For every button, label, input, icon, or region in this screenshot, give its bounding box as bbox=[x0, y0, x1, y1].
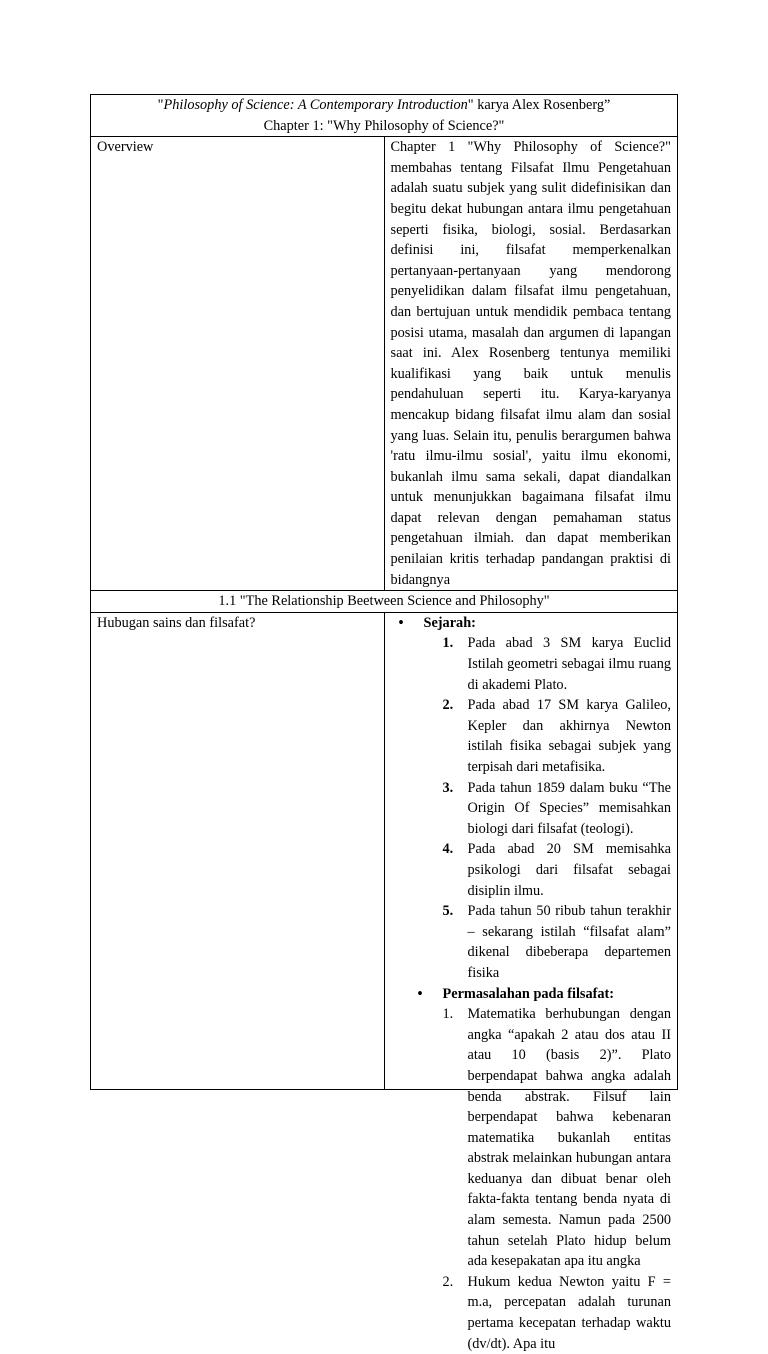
overview-row bbox=[91, 137, 678, 591]
summary-table bbox=[90, 94, 678, 1352]
title-row bbox=[91, 95, 678, 137]
author-text: " karya Alex Rosenberg” bbox=[467, 97, 611, 113]
list-item: 2. Hukum kedua Newton yaitu F = m.a, percepatan adalah turunan pertama kecepatan terhadap waktu (dv/dt). Apa itu bbox=[442, 1273, 671, 1352]
list-item: 3. Pada tahun 1859 dalam buku “The Origin Of Species” memisahkan biologi dari filsafat (teologi). bbox=[442, 779, 671, 837]
chapter-title: Chapter 1: "Why Philosophy of Science?" bbox=[263, 117, 505, 134]
list-item: 1. Pada abad 3 SM karya Euclid Istilah geometri sebagai ilmu ruang di akademi Plato. bbox=[442, 635, 671, 693]
title-cell bbox=[91, 95, 678, 137]
sejarah-heading: • Sejarah: bbox=[391, 613, 672, 634]
list-item: 5. Pada tahun 50 ribub tahun terakhir – sekarang istilah “filsafat alam” dikenal dibeberapa departemen fisika bbox=[442, 903, 671, 981]
permasalahan-list bbox=[391, 1004, 672, 1354]
document-title: "Philosophy of Science: A Contemporary Introduction" karya Alex Rosenberg” bbox=[157, 97, 611, 113]
permasalahan-heading: • Permasalahan pada filsafat: bbox=[391, 984, 672, 1005]
relationship-content bbox=[384, 612, 678, 1352]
relationship-label: Hubugan sains dan filsafat? bbox=[91, 612, 385, 1089]
book-title: Philosophy of Science: A Contemporary Introduction bbox=[163, 97, 468, 113]
list-item: 4. Pada abad 20 SM memisahka psikologi dari filsafat sebagai disiplin ilmu. bbox=[442, 841, 671, 899]
section-heading: 1.1 "The Relationship Beetween Science and Philosophy" bbox=[91, 591, 678, 613]
list-item: 1. Matematika berhubungan dengan angka “apakah 2 atau dos atau II atau 10 (basis 2)”. Plato berpendapat bahwa angka adalah benda abstrak. Filsuf lain berpendapat bahwa kebenaran matematika bukanlah entitas abstrak melainkan hubungan antara keduanya dan dibuat benar oleh fakta-fakta tentang benda nyata di alam semesta. Namun pada 2500 tahun setelah Plato hidup belum ada kesepakatan apa itu angka bbox=[442, 1006, 671, 1270]
relationship-row bbox=[91, 612, 678, 1089]
overview-text: Chapter 1 "Why Philosophy of Science?" membahas tentang Filsafat Ilmu Pengetahuan adalah suatu subjek yang sulit didefinisikan dan begitu dekat hubungan antara ilmu pengetahuan seperti fisika, biologi, sosial. Berdasarkan definisi ini, filsafat memperkenalkan pertanyaan-pertanyaan yang mendorong penyelidikan dalam filsafat ilmu pengetahuan, dan bertujuan untuk mendidik pembaca tentang posisi utama, masalah dan argumen di lapangan saat ini. Alex Rosenberg tentunya memiliki kualifikasi yang baik untuk menulis pendahuluan seperti itu. Karya-karyanya mencakup bidang filsafat ilmu alam dan sosial yang luas. Selain itu, penulis berargumen bahwa 'ratu ilmu-ilmu sosial', yaitu ilmu ekonomi, bukanlah ilmu sama sekali, dapat diandalkan untuk menunjukkan bagaimana filsafat ilmu dapat relevan dengan pemahaman status pengetahuan ilmiah. dan dapat memberikan penilaian kritis terhadap pandangan praktisi di bidangnya bbox=[384, 137, 678, 591]
list-item: 2. Pada abad 17 SM karya Galileo, Kepler dan akhirnya Newton istilah fisika sebagai subjek yang terpisah dari metafisika. bbox=[442, 697, 671, 775]
sejarah-list bbox=[391, 633, 672, 983]
section-heading-row bbox=[91, 591, 678, 613]
overview-label: Overview bbox=[91, 137, 385, 591]
